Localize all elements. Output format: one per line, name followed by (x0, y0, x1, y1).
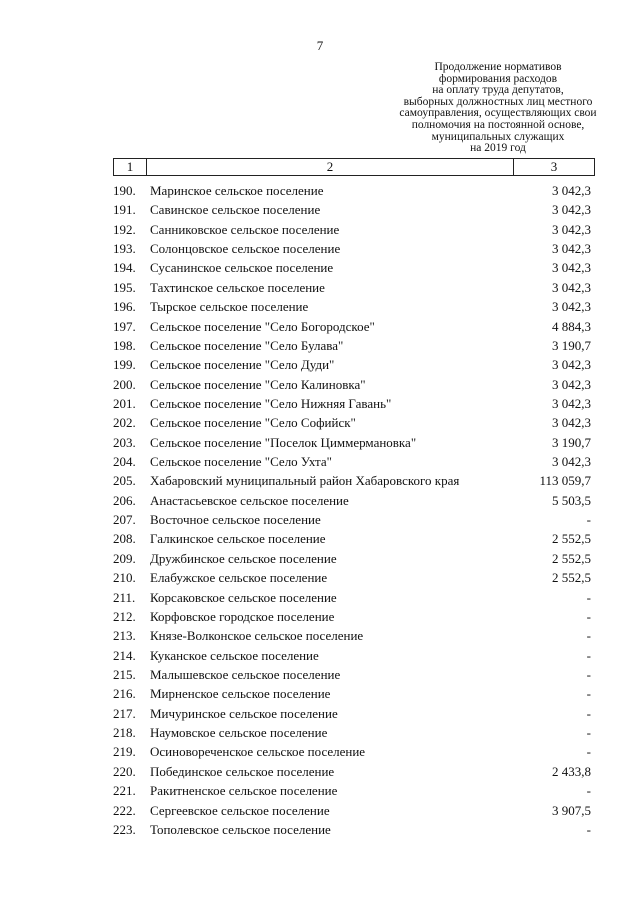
table-row (113, 452, 595, 471)
row-number: 223. (113, 821, 136, 837)
row-value: - (586, 821, 591, 837)
table-row (113, 801, 595, 820)
row-name: Корсаковское сельское поселение (150, 589, 337, 605)
table-row (113, 317, 595, 336)
row-value: 3 190,7 (552, 434, 591, 450)
table-row (113, 491, 595, 510)
row-name: Савинское сельское поселение (150, 202, 321, 218)
table-row (113, 394, 595, 413)
row-value: 3 042,3 (552, 395, 591, 411)
table-row (113, 239, 595, 258)
row-value: 113 059,7 (539, 473, 591, 489)
table-row (113, 723, 595, 742)
row-name: Сельское поселение "Село Булава" (150, 337, 344, 353)
row-number: 213. (113, 628, 136, 644)
row-value: 2 552,5 (552, 550, 591, 566)
row-number: 215. (113, 666, 136, 682)
table-body (113, 181, 595, 839)
row-number: 214. (113, 647, 136, 663)
table-row (113, 781, 595, 800)
table-row (113, 355, 595, 374)
row-name: Хабаровский муниципальный район Хабаровского края (150, 473, 460, 489)
row-name: Малышевское сельское поселение (150, 666, 341, 682)
row-number: 219. (113, 744, 136, 760)
table-row (113, 742, 595, 761)
row-value: 3 042,3 (552, 241, 591, 257)
row-value: 2 552,5 (552, 531, 591, 547)
table-row (113, 433, 595, 452)
row-number: 200. (113, 376, 136, 392)
caption-line: на 2019 год (470, 142, 526, 155)
row-name: Мирненское сельское поселение (150, 686, 331, 702)
row-name: Наумовское сельское поселение (150, 725, 328, 741)
row-number: 207. (113, 512, 136, 528)
row-name: Елабужское сельское поселение (150, 570, 328, 586)
table-row (113, 588, 595, 607)
table-row (113, 626, 595, 645)
row-value: 2 552,5 (552, 570, 591, 586)
table-header (113, 158, 595, 176)
row-name: Тополевское сельское поселение (150, 821, 331, 837)
row-name: Корфовское городское поселение (150, 608, 335, 624)
caption-line: самоуправления, осуществляющих свои (399, 107, 597, 120)
row-name: Тахтинское сельское поселение (150, 279, 325, 295)
row-value: 3 042,3 (552, 299, 591, 315)
table-row (113, 762, 595, 781)
row-name: Побединское сельское поселение (150, 763, 335, 779)
caption-line: полномочия на постоянной основе, (411, 118, 585, 131)
row-name: Сельское поселение "Село Софийск" (150, 415, 356, 431)
row-name: Осиновореченское сельское поселение (150, 744, 366, 760)
row-name: Сусанинское сельское поселение (150, 260, 334, 276)
row-value: 3 907,5 (552, 802, 591, 818)
row-number: 195. (113, 279, 136, 295)
row-name: Санниковское сельское поселение (150, 221, 340, 237)
row-number: 204. (113, 454, 136, 470)
caption-line: муниципальных служащих (431, 130, 565, 143)
row-number: 197. (113, 318, 136, 334)
row-value: - (586, 608, 591, 624)
row-name: Мичуринское сельское поселение (150, 705, 338, 721)
row-number: 198. (113, 337, 136, 353)
table-row (113, 529, 595, 548)
row-name: Сельское поселение "Село Ухта" (150, 454, 332, 470)
row-name: Куканское сельское поселение (150, 647, 319, 663)
row-number: 210. (113, 570, 136, 586)
row-name: Князе-Волконское сельское поселение (150, 628, 364, 644)
row-number: 206. (113, 492, 136, 508)
row-name: Галкинское сельское поселение (150, 531, 326, 547)
column-header-number: 1 (114, 159, 147, 176)
table-row (113, 181, 595, 200)
row-name: Дружбинское сельское поселение (150, 550, 337, 566)
row-name: Сергеевское сельское поселение (150, 802, 330, 818)
row-name: Сельское поселение "Село Нижняя Гавань" (150, 395, 392, 411)
table-row (113, 510, 595, 529)
row-value: 3 042,3 (552, 260, 591, 276)
row-value: 3 042,3 (552, 183, 591, 198)
row-number: 222. (113, 802, 136, 818)
row-number: 218. (113, 725, 136, 741)
column-header-value: 3 (514, 159, 595, 176)
row-number: 208. (113, 531, 136, 547)
caption-line: Продолжение нормативов (434, 61, 562, 73)
table-row (113, 665, 595, 684)
row-number: 196. (113, 299, 136, 315)
row-number: 190. (113, 183, 136, 198)
row-number: 216. (113, 686, 136, 702)
row-value: 3 042,3 (552, 357, 591, 373)
row-value: - (586, 705, 591, 721)
table-row (113, 336, 595, 355)
table-row (113, 220, 595, 239)
caption-line: формирования расходов (438, 72, 558, 85)
row-number: 203. (113, 434, 136, 450)
table-row (113, 297, 595, 316)
row-value: 3 042,3 (552, 202, 591, 218)
column-header-name: 2 (147, 159, 514, 176)
row-value: 3 042,3 (552, 454, 591, 470)
row-value: 5 503,5 (552, 492, 591, 508)
row-value: - (586, 725, 591, 741)
table-row (113, 200, 595, 219)
table-row (113, 413, 595, 432)
row-name: Восточное сельское поселение (150, 512, 321, 528)
table-row (113, 820, 595, 839)
row-name: Сельское поселение "Поселок Циммермановка" (150, 434, 417, 450)
row-value: 3 042,3 (552, 221, 591, 237)
table-row (113, 646, 595, 665)
row-value: - (586, 512, 591, 528)
caption-line: выборных должностных лиц местного (403, 95, 593, 108)
page-number: 7 (316, 38, 324, 53)
row-value: 3 042,3 (552, 279, 591, 295)
table-row (113, 607, 595, 626)
row-number: 201. (113, 395, 136, 411)
row-name: Сельское поселение "Село Богородское" (150, 318, 375, 334)
row-name: Тырское сельское поселение (150, 299, 309, 315)
row-number: 205. (113, 473, 136, 489)
row-number: 221. (113, 783, 136, 799)
row-number: 199. (113, 357, 136, 373)
row-value: - (586, 783, 591, 799)
table-row (113, 258, 595, 277)
row-value: 2 433,8 (552, 763, 591, 779)
table-row (113, 549, 595, 568)
table-row (113, 278, 595, 297)
row-number: 192. (113, 221, 136, 237)
row-number: 194. (113, 260, 136, 276)
row-value: 4 884,3 (552, 318, 591, 334)
table-row (113, 471, 595, 490)
table-row (113, 568, 595, 587)
row-value: - (586, 628, 591, 644)
row-value: 3 190,7 (552, 337, 591, 353)
row-name: Сельское поселение "Село Калиновка" (150, 376, 366, 392)
row-name: Ракитненское сельское поселение (150, 783, 338, 799)
row-number: 209. (113, 550, 136, 566)
row-value: 3 042,3 (552, 415, 591, 431)
row-name: Солонцовское сельское поселение (150, 241, 341, 257)
row-value: - (586, 666, 591, 682)
table-row (113, 684, 595, 703)
row-value: - (586, 647, 591, 663)
row-number: 193. (113, 241, 136, 257)
row-number: 202. (113, 415, 136, 431)
row-number: 211. (113, 589, 136, 605)
row-value: - (586, 589, 591, 605)
table-caption (368, 62, 628, 155)
caption-line: на оплату труда депутатов, (432, 84, 564, 97)
row-name: Анастасьевское сельское поселение (150, 492, 349, 508)
row-name: Сельское поселение "Село Дуди" (150, 357, 335, 373)
row-number: 212. (113, 608, 136, 624)
row-value: - (586, 686, 591, 702)
row-value: 3 042,3 (552, 376, 591, 392)
row-name: Маринское сельское поселение (150, 183, 324, 198)
row-number: 191. (113, 202, 136, 218)
row-number: 217. (113, 705, 136, 721)
row-value: - (586, 744, 591, 760)
table-row (113, 704, 595, 723)
row-number: 220. (113, 763, 136, 779)
table-row (113, 375, 595, 394)
